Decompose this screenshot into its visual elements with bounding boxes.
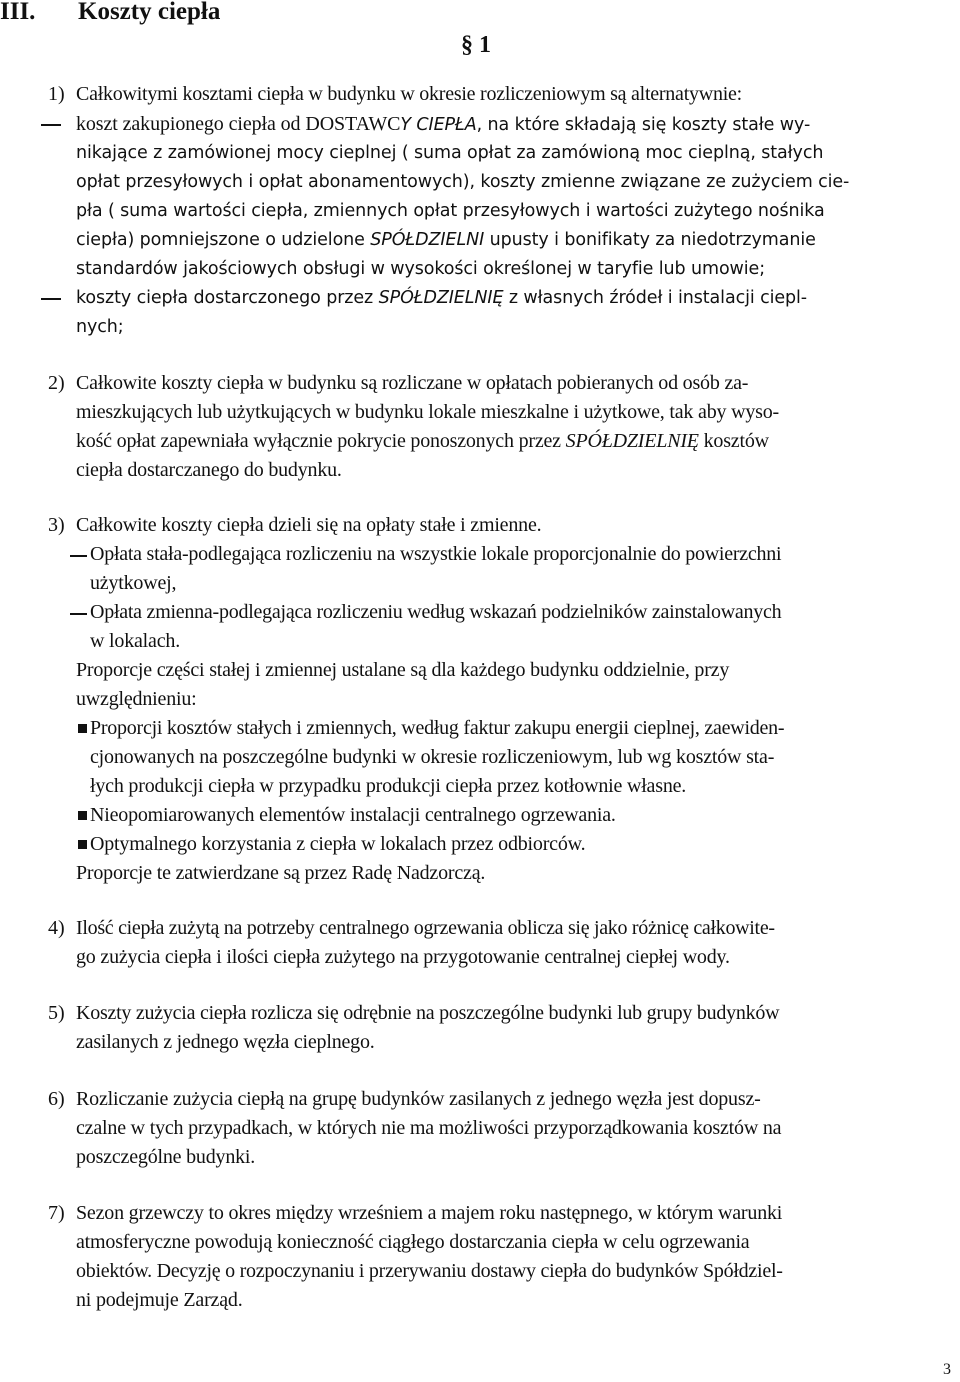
item-3-line-8: Proporcji kosztów stałych i zmiennych, według faktur zakupu energii cieplnej, zaewiden- <box>90 717 785 739</box>
item-3-line-12: Optymalnego korzystania z ciepła w lokalach przez odbiorców. <box>90 833 586 855</box>
text-run: kość opłat zapewniała wyłącznie pokrycie ponoszonych przez <box>76 430 566 452</box>
cooperative-name: SPÓŁDZIELNIĘ <box>378 288 504 308</box>
chapter-heading <box>0 0 220 30</box>
item-7-line-2: atmosferyczne powodują konieczność ciągłego dostarczania ciepła w celu ogrzewania <box>76 1231 750 1253</box>
item-7-line-3: obiektów. Decyzję o rozpoczynaniu i przerywaniu dostawy ciepła do budynków Spółdziel- <box>76 1260 783 1282</box>
item-2-line-4: ciepła dostarczanego do budynku. <box>76 459 342 481</box>
item-5-line-1: Koszty zużycia ciepła rozlicza się odrębnie na poszczególne budynki lub grupy budynków <box>76 1002 780 1024</box>
item-4-line-1: Ilość ciepła zużytą na potrzeby centralnego ogrzewania oblicza się jako różnicę całkowite- <box>76 917 775 939</box>
cooperative-name: SPÓŁDZIELNI <box>370 230 485 250</box>
item-7-line-4: ni podejmuje Zarząd. <box>76 1289 243 1311</box>
item-1-number: 1) <box>48 83 65 105</box>
square-bullet <box>78 840 87 849</box>
text-run: , na które składają się koszty stałe wy- <box>476 115 811 135</box>
item-2-line-3 <box>76 427 769 456</box>
item-3-line-5: w lokalach. <box>90 630 180 652</box>
item-7-line-1: Sezon grzewczy to okres między wrześniem a majem roku następnego, w którym warunki <box>76 1202 783 1224</box>
item-1-line-3: nikające z zamówionej mocy cieplnej ( suma opłat za zamówioną moc cieplną, stałych <box>76 143 824 163</box>
text-run: koszt zakupionego ciepła od DOSTAWC <box>76 113 401 135</box>
text-run: kosztów <box>698 430 769 452</box>
item-3-line-6: Proporcje części stałej i zmiennej ustalane są dla każdego budynku oddzielnie, przy <box>76 659 730 681</box>
dash-bullet <box>41 124 61 126</box>
item-1-line-9: nych; <box>76 317 124 337</box>
item-1-line-1: Całkowitymi kosztami ciepła w budynku w okresie rozliczeniowym są alternatywnie: <box>76 83 742 105</box>
text-run: upusty i bonifikaty za niedotrzymanie <box>484 230 816 250</box>
item-6-line-1: Rozliczanie zużycia ciepłą na grupę budynków zasilanych z jednego węzła jest dopusz- <box>76 1088 761 1110</box>
dash-bullet <box>70 613 87 615</box>
item-1-line-5: pła ( suma wartości ciepła, zmiennych opłat przesyłowych i wartości zużytego nośnika <box>76 201 825 221</box>
supplier-name: Y CIEPŁA <box>400 115 477 135</box>
item-4-number: 4) <box>48 917 65 939</box>
item-1-line-4: opłat przesyłowych i opłat abonamentowych), koszty zmienne związane ze zużyciem cie- <box>76 172 850 192</box>
item-3-line-10: łych produkcji ciepła w przypadku produkcji ciepła przez kotłownie własne. <box>90 775 687 797</box>
page-number: 3 <box>943 1361 951 1378</box>
item-2-line-2: mieszkujących lub użytkujących w budynku lokale mieszkalne i użytkowe, tak aby wyso- <box>76 401 779 423</box>
chapter-number: III. <box>0 0 36 25</box>
item-3-line-7: uwzględnieniu: <box>76 688 197 710</box>
item-5-line-2: zasilanych z jednego węzła cieplnego. <box>76 1031 375 1053</box>
item-3-line-13: Proporcje te zatwierdzane są przez Radę Nadzorczą. <box>76 862 486 884</box>
item-1-line-2 <box>76 110 810 140</box>
section-mark: § 1 <box>461 32 491 58</box>
item-4-line-2: go zużycia ciepła i ilości ciepła zużytego na przygotowanie centralnej ciepłej wody. <box>76 946 730 968</box>
item-6-line-2: czalne w tych przypadkach, w których nie ma możliwości przyporządkowania kosztów na <box>76 1117 782 1139</box>
item-1-line-8 <box>76 284 807 313</box>
item-3-line-3: użytkowej, <box>90 572 177 594</box>
square-bullet <box>78 724 87 733</box>
item-3-number: 3) <box>48 514 65 536</box>
item-1-line-6 <box>76 226 816 255</box>
item-6-line-3: poszczególne budynki. <box>76 1146 256 1168</box>
item-6-number: 6) <box>48 1088 65 1110</box>
item-3-line-11: Nieopomiarowanych elementów instalacji centralnego ogrzewania. <box>90 804 616 826</box>
item-2-number: 2) <box>48 372 65 394</box>
item-3-line-1: Całkowite koszty ciepła dzieli się na opłaty stałe i zmienne. <box>76 514 542 536</box>
text-run: ciepła) pomniejszone o udzielone <box>76 230 371 250</box>
item-2-line-1: Całkowite koszty ciepła w budynku są rozliczane w opłatach pobieranych od osób za- <box>76 372 749 394</box>
item-3-line-9: cjonowanych na poszczególne budynki w okresie rozliczeniowym, lub wg kosztów sta- <box>90 746 775 768</box>
dash-bullet <box>70 555 87 557</box>
dash-bullet <box>41 298 61 300</box>
item-5-number: 5) <box>48 1002 65 1024</box>
text-run: koszty ciepła dostarczonego przez <box>76 288 379 308</box>
item-3-line-4: Opłata zmienna-podlegająca rozliczeniu według wskazań podzielników zainstalowanych <box>90 601 782 623</box>
cooperative-name: SPÓŁDZIELNIĘ <box>565 430 699 452</box>
text-run: z własnych źródeł i instalacji ciepl- <box>503 288 808 308</box>
item-1-line-7: standardów jakościowych obsługi w wysokości określonej w taryfie lub umowie; <box>76 259 765 279</box>
square-bullet <box>78 811 87 820</box>
chapter-title: Koszty ciepła <box>78 0 221 25</box>
item-3-line-2: Opłata stała-podlegająca rozliczeniu na wszystkie lokale proporcjonalnie do powierzchni <box>90 543 782 565</box>
item-7-number: 7) <box>48 1202 65 1224</box>
